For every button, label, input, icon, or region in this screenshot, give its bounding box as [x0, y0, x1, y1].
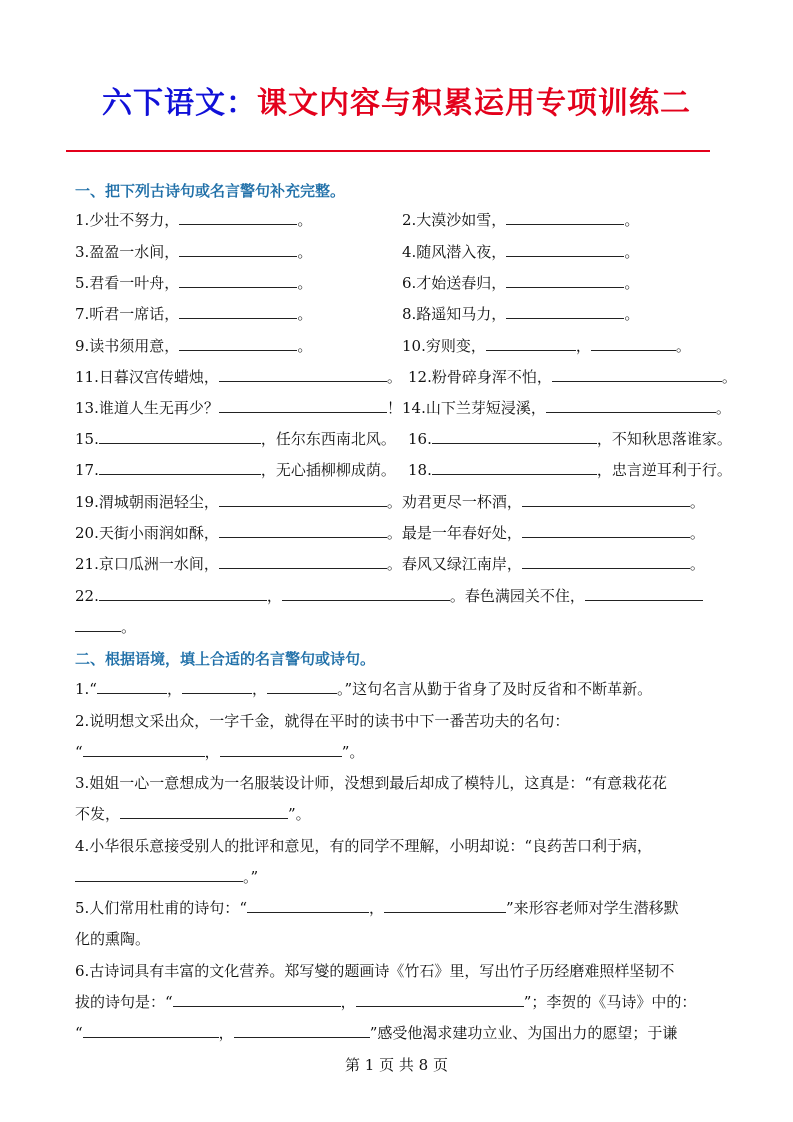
- question-9: 9.读书须用意， 。: [75, 337, 313, 355]
- context-question-1: 1.“ ， ， 。”这句名言从勤于省身了及时反省和不断革新。: [75, 680, 653, 698]
- question-17: 17. ，无心插柳柳成荫。: [75, 461, 396, 479]
- question-3: 3.盈盈一水间， 。: [75, 243, 313, 261]
- question-22-cont: 。: [75, 617, 136, 637]
- answer-blank[interactable]: [522, 554, 690, 569]
- answer-blank[interactable]: [384, 898, 506, 913]
- answer-blank[interactable]: [99, 460, 261, 475]
- answer-blank[interactable]: [552, 367, 722, 382]
- context-question-6-answer: 拔的诗句是：“ ， ”；李贺的《马诗》中的：: [75, 993, 697, 1011]
- question-13: 13.谁道人生无再少？ ！: [75, 399, 402, 417]
- context-question-3: 3.姐姐一心一意想成为一名服装设计师，没想到最后却成了模特儿，这真是：“有意栽花花: [75, 774, 667, 792]
- answer-blank[interactable]: [99, 429, 261, 444]
- question-22: 22. ， 。春色满园关不住，: [75, 586, 703, 606]
- answer-blank[interactable]: [219, 398, 387, 413]
- answer-blank[interactable]: [267, 679, 337, 694]
- answer-blank[interactable]: [83, 742, 205, 757]
- answer-blank[interactable]: [486, 336, 576, 351]
- title-prefix: 六下语文：: [102, 86, 257, 121]
- context-question-6: 6.古诗词具有丰富的文化营养。郑写燮的题画诗《竹石》里，写出竹子历经磨难照样坚韧不: [75, 962, 675, 980]
- question-11: 11.日暮汉宫传蜡烛， 。: [75, 368, 402, 386]
- question-15: 15. ，任尔东西南北风。: [75, 430, 396, 448]
- answer-blank[interactable]: [220, 742, 342, 757]
- answer-blank[interactable]: [585, 586, 703, 601]
- title-main: 课文内容与积累运用专项训练二: [257, 86, 691, 121]
- question-5: 5.君看一叶舟， 。: [75, 274, 313, 292]
- question-4: 4.随风潜入夜， 。: [402, 243, 640, 261]
- answer-blank[interactable]: [219, 523, 387, 538]
- answer-blank[interactable]: [219, 492, 387, 507]
- answer-blank[interactable]: [179, 242, 297, 257]
- question-10: 10.穷则变， ， 。: [402, 337, 691, 355]
- answer-blank[interactable]: [179, 273, 297, 288]
- answer-blank[interactable]: [546, 398, 716, 413]
- answer-blank[interactable]: [179, 304, 297, 319]
- question-1: 1.少壮不努力， 。: [75, 211, 313, 229]
- answer-blank[interactable]: [75, 867, 243, 882]
- question-19: 19.渭城朝雨浥轻尘， 。劝君更尽一杯酒， 。: [75, 493, 705, 511]
- question-21: 21.京口瓜洲一水间， 。春风又绿江南岸， 。: [75, 555, 705, 573]
- question-14: 14.山下兰芽短浸溪， 。: [402, 399, 731, 417]
- answer-blank[interactable]: [356, 992, 524, 1007]
- answer-blank[interactable]: [432, 460, 597, 475]
- answer-blank[interactable]: [75, 617, 121, 632]
- question-8: 8.路遥知马力， 。: [402, 305, 640, 323]
- answer-blank[interactable]: [99, 586, 267, 601]
- answer-blank[interactable]: [591, 336, 676, 351]
- page-footer: 第 1 页 共 8 页: [345, 1056, 448, 1074]
- context-question-5: 5.人们常用杜甫的诗句：“ ， ”来形容老师对学生潜移默: [75, 899, 679, 917]
- question-7: 7.听君一席话， 。: [75, 305, 313, 323]
- answer-blank[interactable]: [173, 992, 341, 1007]
- answer-blank[interactable]: [179, 336, 297, 351]
- context-question-4-answer: 。”: [75, 867, 258, 887]
- context-question-3-answer: 不发， ”。: [75, 805, 311, 823]
- answer-blank[interactable]: [219, 554, 387, 569]
- answer-blank[interactable]: [522, 492, 690, 507]
- answer-blank[interactable]: [506, 210, 624, 225]
- answer-blank[interactable]: [506, 304, 624, 319]
- page-title: [0, 78, 793, 122]
- question-6: 6.才始送春归， 。: [402, 274, 640, 292]
- question-20: 20.天街小雨润如酥， 。最是一年春好处， 。: [75, 524, 705, 542]
- context-question-4: 4.小华很乐意接受别人的批评和意见，有的同学不理解，小明却说：“良药苦口利于病，: [75, 837, 652, 855]
- context-question-2: 2.说明想文采出众，一字千金，就得在平时的读书中下一番苦功夫的名句：: [75, 712, 570, 730]
- context-question-5-cont: 化的熏陶。: [75, 930, 151, 948]
- title-divider: [66, 150, 710, 152]
- question-2: 2.大漠沙如雪， 。: [402, 211, 640, 229]
- question-16: 16. ，不知秋思落谁家。: [408, 430, 732, 448]
- answer-blank[interactable]: [506, 273, 624, 288]
- question-18: 18. ，忠言逆耳利于行。: [408, 461, 732, 479]
- section2-heading: 二、根据语境，填上合适的名言警句或诗句。: [75, 650, 376, 668]
- question-12: 12.粉骨碎身浑不怕， 。: [408, 368, 737, 386]
- section1-heading: 一、把下列古诗句或名言警句补充完整。: [75, 182, 346, 200]
- answer-blank[interactable]: [83, 1023, 219, 1038]
- answer-blank[interactable]: [179, 210, 297, 225]
- context-question-6-answer2: “ ， ”感受他渴求建功立业、为国出力的愿望；于谦: [75, 1024, 678, 1042]
- context-question-2-answer: “ ， ”。: [75, 743, 365, 761]
- answer-blank[interactable]: [182, 679, 252, 694]
- answer-blank[interactable]: [522, 523, 690, 538]
- answer-blank[interactable]: [247, 898, 369, 913]
- answer-blank[interactable]: [219, 367, 387, 382]
- answer-blank[interactable]: [97, 679, 167, 694]
- answer-blank[interactable]: [432, 429, 597, 444]
- answer-blank[interactable]: [120, 804, 288, 819]
- answer-blank[interactable]: [506, 242, 624, 257]
- answer-blank[interactable]: [234, 1023, 370, 1038]
- answer-blank[interactable]: [282, 586, 450, 601]
